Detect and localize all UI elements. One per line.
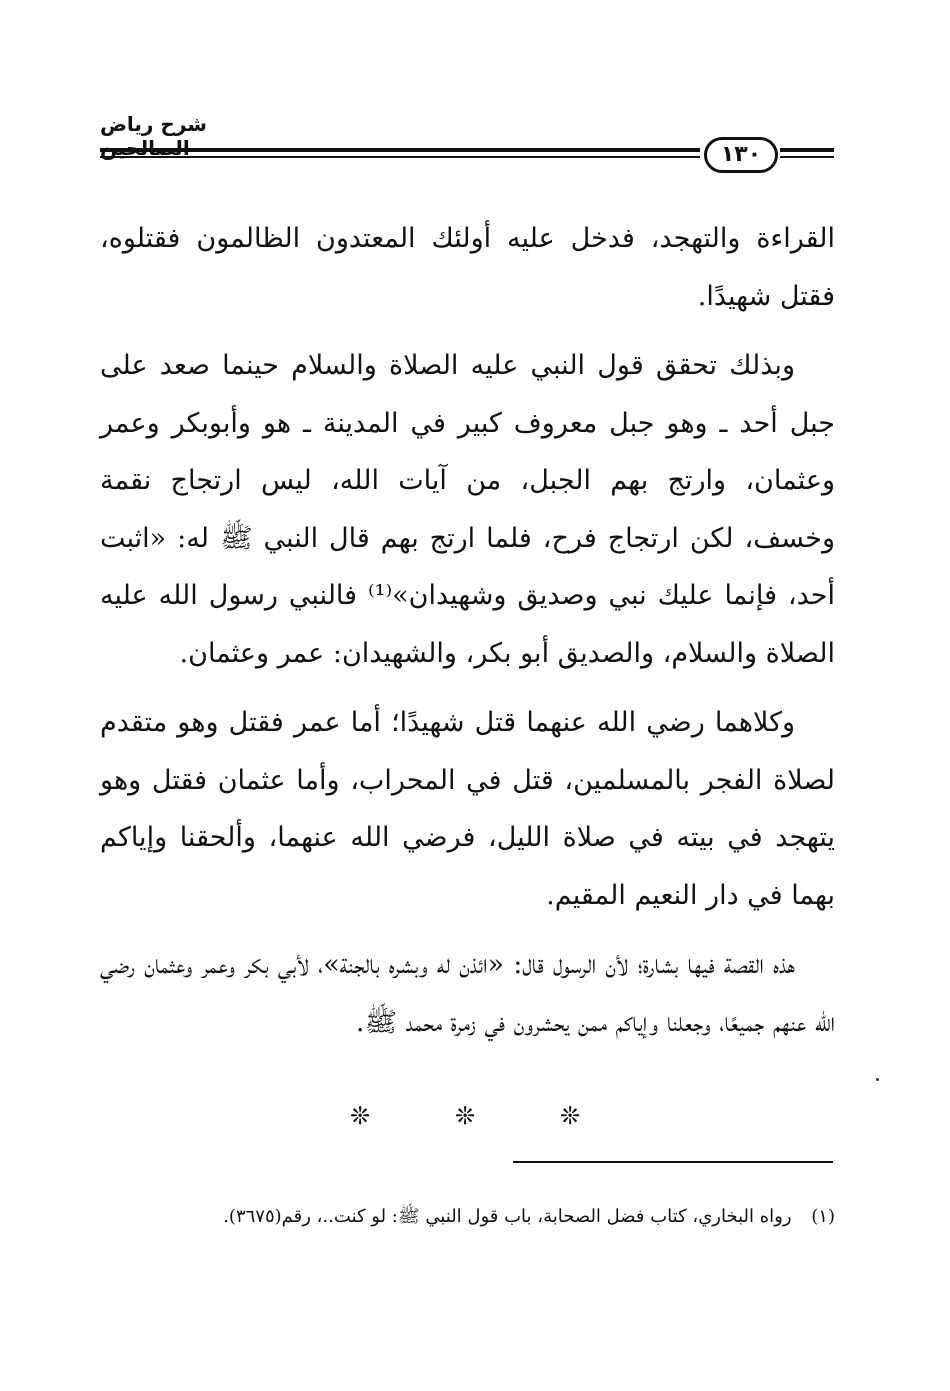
paragraph: هذه القصة فيها بشارة؛ لأن الرسول قال: «ائذن له وبشره بالجنة»، لأبي بكر وعمر وعثمان رضي الله عنهم جميعًا، وجعلنا وإياكم ممن يحشرون في زمرة محمد ﷺ. [100, 949, 835, 1038]
star-ornament-icon: ❊ [559, 1102, 581, 1130]
section-separator [340, 1102, 590, 1130]
book-title: شرح رياض [100, 112, 207, 136]
scan-speck [876, 1078, 879, 1081]
header-rule-thin [100, 156, 700, 158]
footnote-divider [513, 1161, 833, 1163]
header-rule-right-thick [780, 148, 834, 152]
paragraph: القراءة والتهجد، فدخل عليه أولئك المعتدون الظالمون فقتلوه، فقتل شهيدًا. [100, 223, 835, 312]
main-text [100, 210, 835, 1063]
footnote-number: (١) [811, 1206, 835, 1227]
paragraph: وبذلك تحقق قول النبي عليه الصلاة والسلام حينما صعد على جبل أحد ـ وهو جبل معروف كبير في المدينة ـ هو وأبوبكر وعمر وعثمان، وارتج بهم الجبل، من آيات الله، ليس ارتجاج نقمة وخسف، لكن ارتجاج فرح، فلما ارتج بهم قال النبي ﷺ له: «اثبت أحد، فإنما عليك نبي وصديق وشهيدان»⁽¹⁾ فالنبي رسول الله عليه الصلاة والسلام، والصديق أبو بكر، والشهيدان: عمر وعثمان. [100, 350, 836, 669]
footnote [100, 1198, 835, 1236]
header-rule-right-thin [780, 156, 834, 158]
star-ornament-icon: ❊ [349, 1102, 371, 1130]
header-rule-thick [100, 148, 700, 152]
paragraph: وكلاهما رضي الله عنهما قتل شهيدًا؛ أما عمر فقتل وهو متقدم لصلاة الفجر بالمسلمين، قتل في المحراب، وأما عثمان فقتل وهو يتهجد في بيته في صلاة الليل، فرضي الله عنهما، وألحقنا وإياكم بهما في دار النعيم المقيم. [100, 707, 835, 911]
footnote-text: رواه البخاري، كتاب فضل الصحابة، باب قول النبي ﷺ: لو كنت..، رقم(٣٦٧٥). [223, 1206, 792, 1227]
page-number: ١٣٠ [704, 137, 778, 173]
star-ornament-icon: ❊ [454, 1102, 476, 1130]
